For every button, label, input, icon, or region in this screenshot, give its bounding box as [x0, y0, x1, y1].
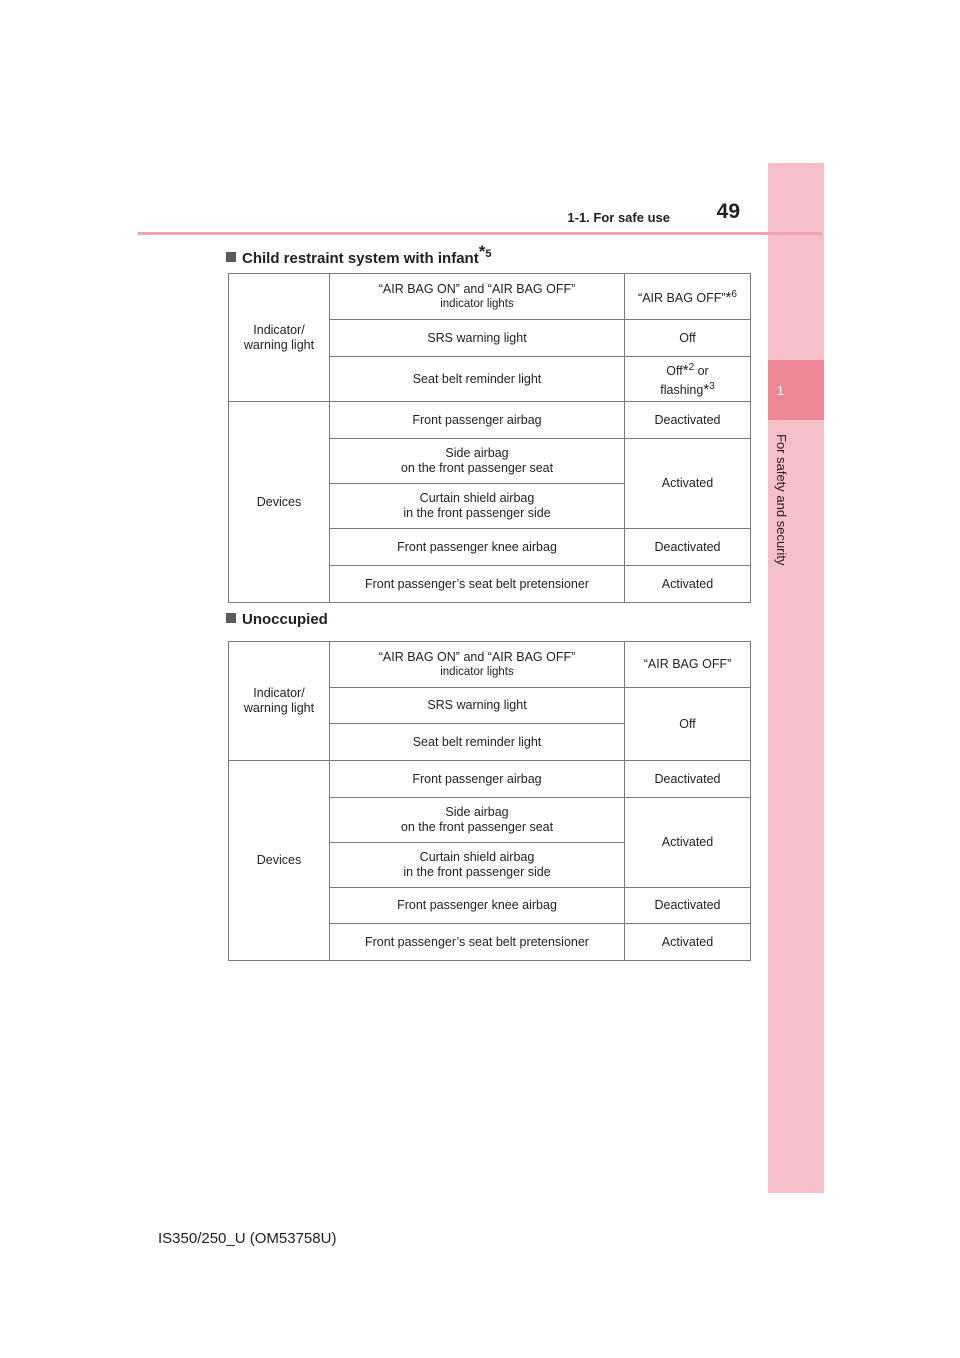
device-value: Activated [625, 439, 751, 529]
indicator-name: “AIR BAG ON” and “AIR BAG OFF” indicator lights [330, 642, 625, 688]
indicator-value: “AIR BAG OFF”*$^6$ [625, 274, 751, 320]
section-label: 1-1. For safe use [567, 210, 670, 225]
indicator-name: “AIR BAG ON” and “AIR BAG OFF” indicator lights [330, 274, 625, 320]
indicator-label: Indicator/ warning light [229, 274, 330, 402]
table-row [229, 274, 751, 320]
device-name: Side airbag on the front passenger seat [330, 439, 625, 484]
indicator-name: SRS warning light [330, 320, 625, 357]
table-row [229, 642, 751, 688]
chapter-number: 1 [776, 382, 784, 398]
footnote-ref: *5 [478, 242, 492, 261]
device-value: Activated [625, 798, 751, 888]
device-name: Front passenger’s seat belt pretensioner [330, 566, 625, 603]
indicator-label: Indicator/ warning light [229, 642, 330, 761]
device-value: Deactivated [625, 888, 751, 924]
chapter-tab [768, 360, 824, 420]
device-value: Activated [625, 924, 751, 961]
heading-unoccupied [226, 611, 328, 628]
devices-label: Devices [229, 761, 330, 961]
chapter-side-band [768, 163, 824, 1193]
device-name: Curtain shield airbag in the front passenger side [330, 843, 625, 888]
device-name: Side airbag on the front passenger seat [330, 798, 625, 843]
bullet-square-icon [226, 613, 236, 623]
indicator-name: Seat belt reminder light [330, 724, 625, 761]
device-value: Deactivated [625, 402, 751, 439]
heading-infant-text: Child restraint system with infant [242, 250, 479, 267]
device-value: Deactivated [625, 761, 751, 798]
chapter-title: For safety and security [774, 434, 789, 566]
unoccupied-table [228, 641, 751, 961]
indicator-name: Seat belt reminder light [330, 357, 625, 402]
header-rule [138, 232, 822, 235]
device-value: Activated [625, 566, 751, 603]
device-name: Front passenger knee airbag [330, 888, 625, 924]
table-row [229, 402, 751, 439]
device-name: Curtain shield airbag in the front passenger side [330, 484, 625, 529]
indicator-value: Off [625, 320, 751, 357]
infant-table [228, 273, 751, 603]
indicator-name: SRS warning light [330, 688, 625, 724]
device-name: Front passenger’s seat belt pretensioner [330, 924, 625, 961]
heading-unoccupied-text: Unoccupied [242, 611, 328, 628]
heading-infant [226, 242, 491, 267]
device-name: Front passenger knee airbag [330, 529, 625, 566]
indicator-value: “AIR BAG OFF” [625, 642, 751, 688]
device-name: Front passenger airbag [330, 402, 625, 439]
indicator-value: Off [625, 688, 751, 761]
page-number: 49 [716, 200, 740, 223]
bullet-square-icon [226, 252, 236, 262]
device-value: Deactivated [625, 529, 751, 566]
model-footer: IS350/250_U (OM53758U) [158, 1230, 337, 1247]
table-row [229, 761, 751, 798]
devices-label: Devices [229, 402, 330, 603]
device-name: Front passenger airbag [330, 761, 625, 798]
indicator-value: Off*$^2$ or flashing*$^3$ [625, 357, 751, 402]
